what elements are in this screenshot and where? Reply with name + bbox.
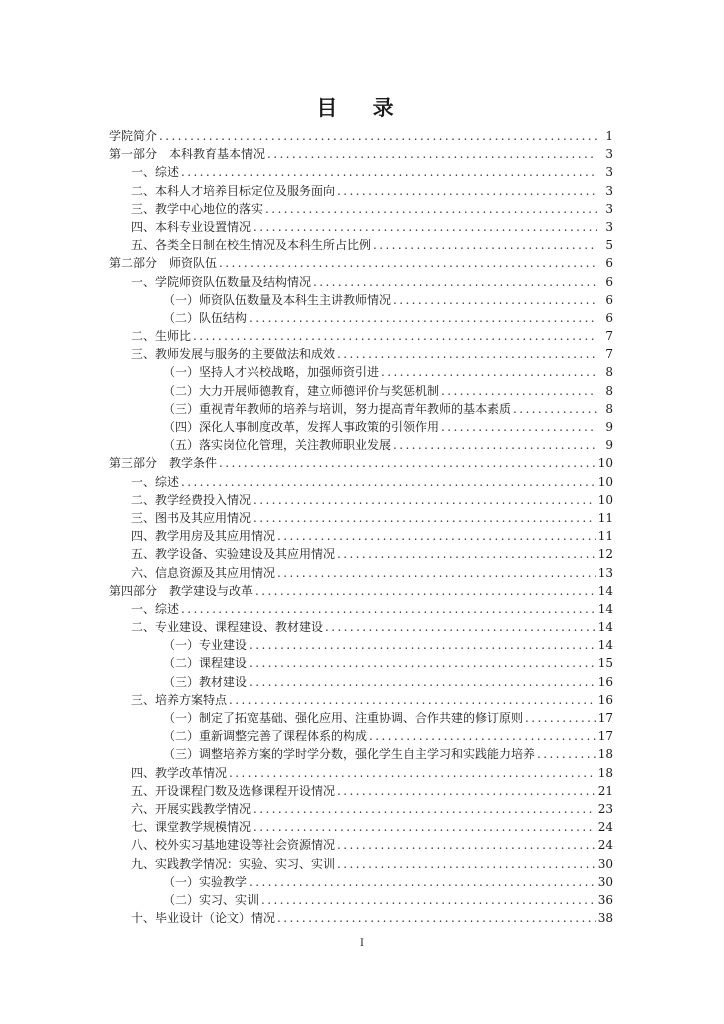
toc-entry-page: 14 <box>597 583 613 598</box>
dot-leader <box>193 327 597 345</box>
toc-entry-page: 10 <box>597 456 613 471</box>
toc-entry-page: 18 <box>597 765 613 780</box>
toc-entry[interactable] <box>109 382 613 400</box>
toc-entry[interactable] <box>109 273 613 291</box>
toc-entry[interactable] <box>109 818 613 836</box>
toc-entry-label: 四、本科专业设置情况 <box>131 219 252 234</box>
toc-entry-page: 7 <box>605 329 613 344</box>
toc-entry-label: 二、专业建设、课程建设、教材建设 <box>131 620 324 635</box>
toc-entry-label: 一、学院师资队伍数量及结构情况 <box>131 274 312 289</box>
toc-entry-page: 3 <box>605 165 613 180</box>
toc-entry-page: 3 <box>605 183 613 198</box>
toc-entry-label: （三）重视青年教师的培养与培训，努力提高青年教师的基本素质 <box>163 401 512 416</box>
toc-entry-page: 5 <box>605 238 613 253</box>
toc-entry[interactable] <box>109 509 613 527</box>
toc-entry-page: 7 <box>605 347 613 362</box>
dot-leader <box>219 454 596 472</box>
toc-entry-label: （二）重新调整完善了课程体系的构成 <box>163 729 368 744</box>
toc-entry-label: （二）实习、实训 <box>163 892 260 907</box>
toc-entry-label: 四、教学改革情况 <box>131 765 228 780</box>
toc-entry-label: 第四部分 教学建设与改革 <box>109 583 254 598</box>
toc-entry-label: 一、综述 <box>131 474 180 489</box>
toc-entry-label: 一、综述 <box>131 165 180 180</box>
toc-entry-label: 四、教学用房及其应用情况 <box>131 529 276 544</box>
toc-entry-page: 16 <box>597 692 613 707</box>
toc-entry-page: 24 <box>597 820 613 835</box>
toc-entry[interactable] <box>109 800 613 818</box>
dot-leader <box>219 254 597 272</box>
toc-entry[interactable] <box>109 564 613 582</box>
page-title: 目 录 <box>316 95 408 120</box>
toc-entry-label: 二、教学经费投入情况 <box>131 492 252 507</box>
toc-entry-label: 五、教学设备、实验建设及其应用情况 <box>131 547 336 562</box>
toc-entry[interactable] <box>109 291 613 309</box>
toc-entry-label: （五）落实岗位化管理，关注教师职业发展 <box>163 438 392 453</box>
toc-entry-label: 三、图书及其应用情况 <box>131 510 252 525</box>
toc-entry[interactable] <box>109 618 613 636</box>
dot-leader <box>159 127 597 145</box>
toc-entry-page: 17 <box>597 711 613 725</box>
toc-entry[interactable] <box>109 836 613 854</box>
dot-leader <box>513 400 597 418</box>
toc-entry-label: （三）调整培养方案的学时学分数，强化学生自主学习和实践能力培养 <box>163 747 536 762</box>
dot-leader <box>373 236 597 254</box>
toc-entry-page: 9 <box>605 420 613 434</box>
toc-entry-page: 10 <box>597 474 613 489</box>
dot-leader <box>337 836 596 854</box>
dot-leader <box>229 691 596 709</box>
toc-entry[interactable] <box>109 309 613 327</box>
toc-entry[interactable] <box>109 654 613 672</box>
toc-entry-label: 学院简介 <box>109 129 158 143</box>
toc-entry-label: 八、校外实习基地建设等社会资源情况 <box>131 838 336 853</box>
toc-entry[interactable] <box>109 727 613 745</box>
toc-entry-label: 五、开设课程门数及选修课程开设情况 <box>131 783 336 798</box>
toc-entry-page: 1 <box>605 129 613 143</box>
toc-entry-page: 10 <box>597 492 613 507</box>
dot-leader <box>337 345 597 363</box>
toc-entry-page: 24 <box>597 838 613 853</box>
toc-entry[interactable] <box>109 127 613 145</box>
toc-entry-label: 一、综述 <box>131 601 180 616</box>
toc-entry-page: 9 <box>605 438 613 453</box>
dot-leader <box>337 182 597 200</box>
toc-entry-page: 36 <box>597 892 613 907</box>
dot-leader <box>441 418 597 436</box>
dot-leader <box>277 909 596 927</box>
dot-leader <box>253 800 596 818</box>
toc-entry-label: （二）队伍结构 <box>163 310 248 325</box>
toc-entry[interactable] <box>109 855 613 873</box>
dot-leader <box>537 745 596 763</box>
toc-entry-label: 三、教学中心地位的落实 <box>131 201 264 216</box>
toc-entry-label: 第三部分 教学条件 <box>109 456 218 471</box>
dot-leader <box>253 491 596 509</box>
dot-leader <box>277 564 596 582</box>
dot-leader <box>253 818 596 836</box>
toc-entry-page: 14 <box>597 638 613 653</box>
toc-entry[interactable] <box>109 254 613 272</box>
toc-entry-page: 8 <box>605 401 613 416</box>
dot-leader <box>249 673 596 691</box>
toc-entry-page: 14 <box>597 601 613 616</box>
toc-entry-label: 十、毕业设计（论文）情况 <box>131 911 276 926</box>
dot-leader <box>267 145 597 163</box>
toc-entry-label: （四）深化人事制度改革，发挥人事政策的引领作用 <box>163 420 440 434</box>
toc-entry-page: 6 <box>605 292 613 307</box>
toc-entry[interactable] <box>109 182 613 200</box>
dot-leader <box>253 509 596 527</box>
toc-entry-label: （一）师资队伍数量及本科生主讲教师情况 <box>163 292 392 307</box>
toc-entry-page: 14 <box>597 620 613 635</box>
toc-entry-label: （二）课程建设 <box>163 656 248 671</box>
toc-entry[interactable] <box>109 636 613 654</box>
toc-entry-label: （二）大力开展师德教育，建立师德评价与奖惩机制 <box>163 383 440 398</box>
dot-leader <box>255 582 596 600</box>
toc-entry-label: （一）专业建设 <box>163 638 248 653</box>
table-of-contents <box>109 127 613 927</box>
toc-entry-label: 七、课堂教学规模情况 <box>131 820 252 835</box>
toc-entry[interactable] <box>109 436 613 454</box>
dot-leader <box>261 891 596 909</box>
toc-entry[interactable] <box>109 327 613 345</box>
dot-leader <box>277 527 596 545</box>
toc-entry-label: 第一部分 本科教育基本情况 <box>109 147 266 162</box>
toc-entry-label: 六、开展实践教学情况 <box>131 801 252 816</box>
toc-entry-label: 六、信息资源及其应用情况 <box>131 565 276 580</box>
toc-entry-page: 23 <box>597 801 613 816</box>
toc-entry[interactable] <box>109 582 613 600</box>
toc-entry-page: 15 <box>597 656 613 671</box>
toc-entry[interactable] <box>109 909 613 927</box>
dot-leader <box>249 873 596 891</box>
toc-entry[interactable] <box>109 600 613 618</box>
toc-entry-label: 三、培养方案特点 <box>131 692 228 707</box>
toc-entry-page: 21 <box>597 783 613 798</box>
toc-entry-page: 3 <box>605 219 613 234</box>
toc-entry[interactable] <box>109 745 613 763</box>
toc-entry-label: 二、生师比 <box>131 329 192 344</box>
dot-leader <box>181 473 596 491</box>
toc-entry-label: （一）坚持人才兴校战略，加强师资引进 <box>163 365 380 380</box>
toc-entry[interactable] <box>109 764 613 782</box>
toc-entry-page: 30 <box>597 856 613 871</box>
dot-leader <box>381 363 597 381</box>
toc-entry[interactable] <box>109 473 613 491</box>
toc-entry[interactable] <box>109 345 613 363</box>
toc-entry-label: 五、各类全日制在校生情况及本科生所占比例 <box>131 238 372 253</box>
toc-entry-page: 17 <box>597 729 613 744</box>
toc-entry-page: 8 <box>605 365 613 380</box>
dot-leader <box>181 163 597 181</box>
toc-entry-label: （一）实验教学 <box>163 874 248 889</box>
dot-leader <box>441 382 597 400</box>
toc-entry-label: （三）教材建设 <box>163 674 248 689</box>
toc-entry[interactable] <box>109 200 613 218</box>
toc-entry[interactable] <box>109 491 613 509</box>
dot-leader <box>313 273 597 291</box>
toc-entry-label: （一）制定了拓宽基础、强化应用、注重协调、合作共建的修订原则 <box>163 711 524 725</box>
dot-leader <box>525 709 596 727</box>
dot-leader <box>249 654 596 672</box>
toc-entry[interactable] <box>109 418 613 436</box>
dot-leader <box>265 200 597 218</box>
dot-leader <box>393 436 597 454</box>
dot-leader <box>337 782 596 800</box>
dot-leader <box>249 309 597 327</box>
toc-entry-page: 12 <box>597 547 613 562</box>
dot-leader <box>181 600 596 618</box>
toc-entry-page: 18 <box>597 747 613 762</box>
page-number: I <box>360 938 364 949</box>
toc-entry[interactable] <box>109 782 613 800</box>
toc-entry-page: 38 <box>597 911 613 926</box>
toc-entry[interactable] <box>109 400 613 418</box>
toc-entry[interactable] <box>109 527 613 545</box>
toc-entry[interactable] <box>109 163 613 181</box>
dot-leader <box>325 618 596 636</box>
toc-entry-page: 6 <box>605 256 613 271</box>
dot-leader <box>369 727 596 745</box>
toc-entry[interactable] <box>109 873 613 891</box>
toc-entry-page: 11 <box>597 510 613 525</box>
toc-entry-label: 第二部分 师资队伍 <box>109 256 218 271</box>
toc-entry[interactable] <box>109 454 613 472</box>
toc-entry[interactable] <box>109 218 613 236</box>
toc-entry-page: 8 <box>605 383 613 398</box>
toc-entry-page: 6 <box>605 274 613 289</box>
toc-entry-page: 16 <box>597 674 613 689</box>
dot-leader <box>337 855 596 873</box>
toc-entry[interactable] <box>109 545 613 563</box>
toc-entry[interactable] <box>109 891 613 909</box>
toc-entry-page: 6 <box>605 310 613 325</box>
toc-entry[interactable] <box>109 363 613 381</box>
dot-leader <box>393 291 597 309</box>
toc-entry[interactable] <box>109 673 613 691</box>
dot-leader <box>229 764 596 782</box>
toc-entry[interactable] <box>109 691 613 709</box>
toc-entry[interactable] <box>109 709 613 727</box>
toc-entry-page: 11 <box>597 529 613 544</box>
dot-leader <box>253 218 597 236</box>
toc-entry[interactable] <box>109 236 613 254</box>
toc-entry-label: 二、本科人才培养目标定位及服务面向 <box>131 183 336 198</box>
toc-entry-label: 九、实践教学情况：实验、实习、实训 <box>131 856 336 871</box>
toc-entry-page: 30 <box>597 874 613 889</box>
dot-leader <box>249 636 596 654</box>
dot-leader <box>337 545 596 563</box>
toc-entry-label: 三、教师发展与服务的主要做法和成效 <box>131 347 336 362</box>
toc-entry-page: 3 <box>605 201 613 216</box>
toc-entry-page: 13 <box>597 565 613 580</box>
toc-entry-page: 3 <box>605 147 613 162</box>
toc-entry[interactable] <box>109 145 613 163</box>
